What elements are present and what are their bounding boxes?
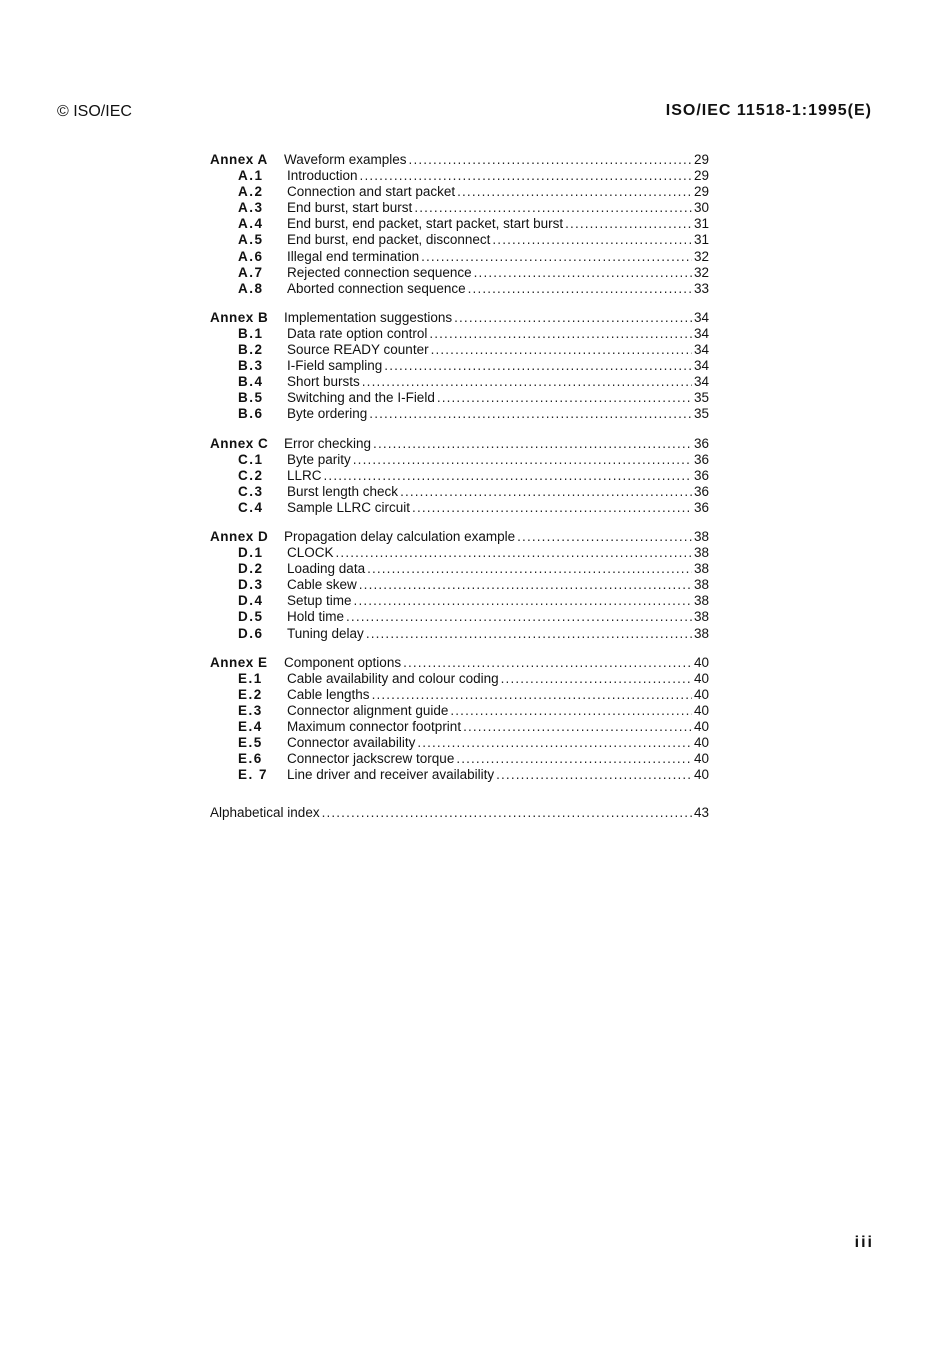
toc-subentry[interactable] xyxy=(210,468,709,484)
entry-title: CLOCK xyxy=(287,545,334,561)
entry-page: 36 xyxy=(693,435,709,451)
toc-subentry[interactable] xyxy=(210,168,709,184)
entry-title: End burst, start burst xyxy=(287,200,413,216)
annex-group xyxy=(210,152,709,297)
entry-page: 35 xyxy=(693,390,709,406)
entry-page: 36 xyxy=(693,499,709,515)
entry-number: A.6 xyxy=(238,248,264,264)
annex-group xyxy=(210,310,709,423)
toc-subentry[interactable] xyxy=(210,232,709,248)
entry-number: C.1 xyxy=(238,451,264,467)
annex-group xyxy=(210,655,709,784)
entry-page: 34 xyxy=(693,358,709,374)
entry-title: Waveform examples xyxy=(284,152,407,167)
entry-page: 40 xyxy=(693,670,709,686)
entry-number: E.5 xyxy=(238,735,263,751)
toc-subentry[interactable] xyxy=(210,342,709,358)
dot-leader xyxy=(474,265,692,281)
entry-title: Error checking xyxy=(284,435,372,451)
dot-leader xyxy=(492,232,692,248)
toc-subentry[interactable] xyxy=(210,593,709,609)
dot-leader xyxy=(431,342,692,358)
toc-subentry[interactable] xyxy=(210,216,709,232)
entry-number: D.4 xyxy=(238,593,264,609)
entry-title: Source READY counter xyxy=(287,342,429,358)
entry-title: Line driver and receiver availability xyxy=(287,767,495,783)
toc-subentry[interactable] xyxy=(210,265,709,281)
dot-leader xyxy=(336,545,692,561)
entry-page: 38 xyxy=(693,528,709,544)
dot-leader xyxy=(372,687,692,703)
dot-leader xyxy=(322,805,692,821)
entry-title: Connector jackscrew torque xyxy=(287,751,455,767)
entry-number: E.3 xyxy=(238,702,263,718)
toc-subentry[interactable] xyxy=(210,281,709,297)
toc-subentry[interactable] xyxy=(210,500,709,516)
entry-number: E.6 xyxy=(238,751,263,767)
entry-title: Connection and start packet xyxy=(287,184,456,200)
entry-number: C.2 xyxy=(238,467,264,483)
toc-subentry[interactable] xyxy=(210,326,709,342)
entry-number: E.2 xyxy=(238,686,263,702)
toc-subentry[interactable] xyxy=(210,358,709,374)
entry-title: Byte ordering xyxy=(287,406,368,422)
toc-index-entry[interactable] xyxy=(210,805,709,821)
dot-leader xyxy=(324,468,692,484)
toc-subentry[interactable] xyxy=(210,561,709,577)
dot-leader xyxy=(417,735,692,751)
entry-page: 31 xyxy=(693,216,709,232)
toc-subentry[interactable] xyxy=(210,767,709,783)
dot-leader xyxy=(400,484,692,500)
toc-subentry[interactable] xyxy=(210,671,709,687)
dot-leader xyxy=(501,671,692,687)
entry-page: 33 xyxy=(693,280,709,296)
dot-leader xyxy=(437,390,692,406)
entry-title: End burst, end packet, disconnect xyxy=(287,232,491,248)
entry-number: Annex B xyxy=(210,309,269,325)
table-of-contents xyxy=(210,152,709,821)
dot-leader xyxy=(403,655,692,671)
entry-number: A.3 xyxy=(238,200,264,216)
entry-number: E. 7 xyxy=(238,767,269,783)
entry-title: Connector alignment guide xyxy=(287,702,449,718)
dot-leader xyxy=(454,310,692,326)
entry-number: Annex D xyxy=(210,528,269,544)
toc-subentry[interactable] xyxy=(210,626,709,642)
entry-number: B.1 xyxy=(238,325,264,341)
dot-leader xyxy=(384,358,692,374)
entry-page: 36 xyxy=(693,451,709,467)
toc-annex-entry[interactable] xyxy=(210,529,709,545)
entry-title: Tuning delay xyxy=(287,625,364,641)
entry-title: Illegal end termination xyxy=(287,248,420,264)
dot-leader xyxy=(457,184,692,200)
toc-subentry[interactable] xyxy=(210,374,709,390)
entry-number: A.5 xyxy=(238,232,264,248)
toc-annex-entry[interactable] xyxy=(210,436,709,452)
entry-title: Setup time xyxy=(287,593,352,609)
toc-subentry[interactable] xyxy=(210,545,709,561)
toc-subentry[interactable] xyxy=(210,703,709,719)
dot-leader xyxy=(373,436,692,452)
dot-leader xyxy=(468,281,692,297)
toc-subentry[interactable] xyxy=(210,406,709,422)
dot-leader xyxy=(353,452,692,468)
toc-subentry[interactable] xyxy=(210,484,709,500)
entry-page: 36 xyxy=(693,467,709,483)
dot-leader xyxy=(354,593,692,609)
entry-number: A.2 xyxy=(238,184,264,200)
entry-number: B.2 xyxy=(238,342,264,358)
entry-page: 29 xyxy=(693,168,709,184)
dot-leader xyxy=(517,529,692,545)
entry-number: C.4 xyxy=(238,499,264,515)
dot-leader xyxy=(412,500,692,516)
entry-title: Component options xyxy=(284,654,402,670)
entry-title: Propagation delay calculation example xyxy=(284,528,516,544)
entry-title: Introduction xyxy=(287,168,358,184)
entry-number: E.4 xyxy=(238,719,263,734)
entry-page: 43 xyxy=(693,805,709,821)
entry-number: C.3 xyxy=(238,483,264,499)
entry-title: Byte parity xyxy=(287,451,351,467)
dot-leader xyxy=(429,326,692,342)
toc-subentry[interactable] xyxy=(210,200,709,216)
entry-title: Short bursts xyxy=(287,374,360,390)
entry-title: Sample LLRC circuit xyxy=(287,499,411,515)
entry-page: 31 xyxy=(693,232,709,248)
entry-title: Cable skew xyxy=(287,577,357,593)
entry-title: Implementation suggestions xyxy=(284,309,453,325)
entry-title: Maximum connector footprint xyxy=(287,719,462,734)
entry-page: 30 xyxy=(693,200,709,216)
entry-number: B.3 xyxy=(238,358,264,374)
entry-title: Cable availability and colour coding xyxy=(287,670,499,686)
dot-leader xyxy=(346,609,692,625)
entry-title: Cable lengths xyxy=(287,686,370,702)
entry-page: 38 xyxy=(693,609,709,625)
toc-annex-entry[interactable] xyxy=(210,655,709,671)
entry-number: E.1 xyxy=(238,670,263,686)
entry-page: 40 xyxy=(693,719,709,734)
dot-leader xyxy=(565,216,692,232)
dot-leader xyxy=(414,200,692,216)
entry-page: 36 xyxy=(693,483,709,499)
entry-number: A.7 xyxy=(238,264,264,280)
toc-subentry[interactable] xyxy=(210,719,709,735)
entry-page: 32 xyxy=(693,248,709,264)
page-number: iii xyxy=(854,1234,874,1251)
entry-number: Annex E xyxy=(210,654,268,670)
dot-leader xyxy=(366,626,692,642)
entry-number: A.4 xyxy=(238,216,264,232)
copyright-header: © ISO/IEC xyxy=(57,103,132,120)
entry-title: End burst, end packet, start packet, start burst xyxy=(287,216,564,232)
entry-number: D.6 xyxy=(238,625,264,641)
entry-page: 32 xyxy=(693,264,709,280)
toc-annex-entry[interactable] xyxy=(210,152,709,168)
entry-page: 40 xyxy=(693,686,709,702)
entry-title: Alphabetical index xyxy=(210,805,320,821)
entry-page: 34 xyxy=(693,325,709,341)
dot-leader xyxy=(463,719,692,735)
dot-leader xyxy=(409,152,692,168)
toc-subentry[interactable] xyxy=(210,751,709,767)
dot-leader xyxy=(496,767,692,783)
entry-title: I-Field sampling xyxy=(287,358,383,374)
entry-page: 38 xyxy=(693,577,709,593)
entry-number: A.1 xyxy=(238,168,264,184)
toc-subentry[interactable] xyxy=(210,687,709,703)
entry-title: Hold time xyxy=(287,609,345,625)
entry-page: 38 xyxy=(693,561,709,577)
entry-page: 38 xyxy=(693,625,709,641)
entry-page: 40 xyxy=(693,702,709,718)
toc-subentry[interactable] xyxy=(210,249,709,265)
annex-group xyxy=(210,529,709,642)
toc-subentry[interactable] xyxy=(210,184,709,200)
entry-page: 35 xyxy=(693,406,709,422)
dot-leader xyxy=(359,577,692,593)
entry-number: D.5 xyxy=(238,609,264,625)
entry-title: LLRC xyxy=(287,467,322,483)
entry-page: 34 xyxy=(693,374,709,390)
entry-number: Annex A xyxy=(210,152,268,167)
entry-page: 40 xyxy=(693,767,709,783)
document-id-header: ISO/IEC 11518-1:1995(E) xyxy=(665,102,872,119)
entry-title: Switching and the I-Field xyxy=(287,390,435,406)
dot-leader xyxy=(450,703,692,719)
entry-number: Annex C xyxy=(210,435,269,451)
dot-leader xyxy=(369,406,692,422)
entry-page: 40 xyxy=(693,751,709,767)
toc-subentry[interactable] xyxy=(210,609,709,625)
entry-page: 29 xyxy=(693,184,709,200)
dot-leader xyxy=(360,168,692,184)
entry-page: 40 xyxy=(693,654,709,670)
toc-annex-entry[interactable] xyxy=(210,310,709,326)
toc-subentry[interactable] xyxy=(210,735,709,751)
entry-title: Rejected connection sequence xyxy=(287,264,472,280)
entry-number: B.6 xyxy=(238,406,264,422)
entry-page: 38 xyxy=(693,593,709,609)
entry-title: Connector availability xyxy=(287,735,416,751)
entry-number: A.8 xyxy=(238,280,264,296)
entry-title: Aborted connection sequence xyxy=(287,280,466,296)
dot-leader xyxy=(362,374,692,390)
entry-title: Data rate option control xyxy=(287,325,428,341)
entry-title: Burst length check xyxy=(287,483,399,499)
entry-page: 38 xyxy=(693,545,709,561)
entry-page: 34 xyxy=(693,309,709,325)
toc-subentry[interactable] xyxy=(210,452,709,468)
entry-number: B.4 xyxy=(238,374,264,390)
entry-number: D.1 xyxy=(238,545,264,561)
dot-leader xyxy=(367,561,692,577)
annex-group xyxy=(210,436,709,516)
entry-number: D.3 xyxy=(238,577,264,593)
entry-page: 29 xyxy=(693,152,709,167)
entry-page: 40 xyxy=(693,735,709,751)
entry-page: 34 xyxy=(693,342,709,358)
entry-title: Loading data xyxy=(287,561,366,577)
entry-number: D.2 xyxy=(238,561,264,577)
toc-subentry[interactable] xyxy=(210,390,709,406)
dot-leader xyxy=(421,249,692,265)
entry-number: B.5 xyxy=(238,390,264,406)
toc-subentry[interactable] xyxy=(210,577,709,593)
dot-leader xyxy=(456,751,692,767)
